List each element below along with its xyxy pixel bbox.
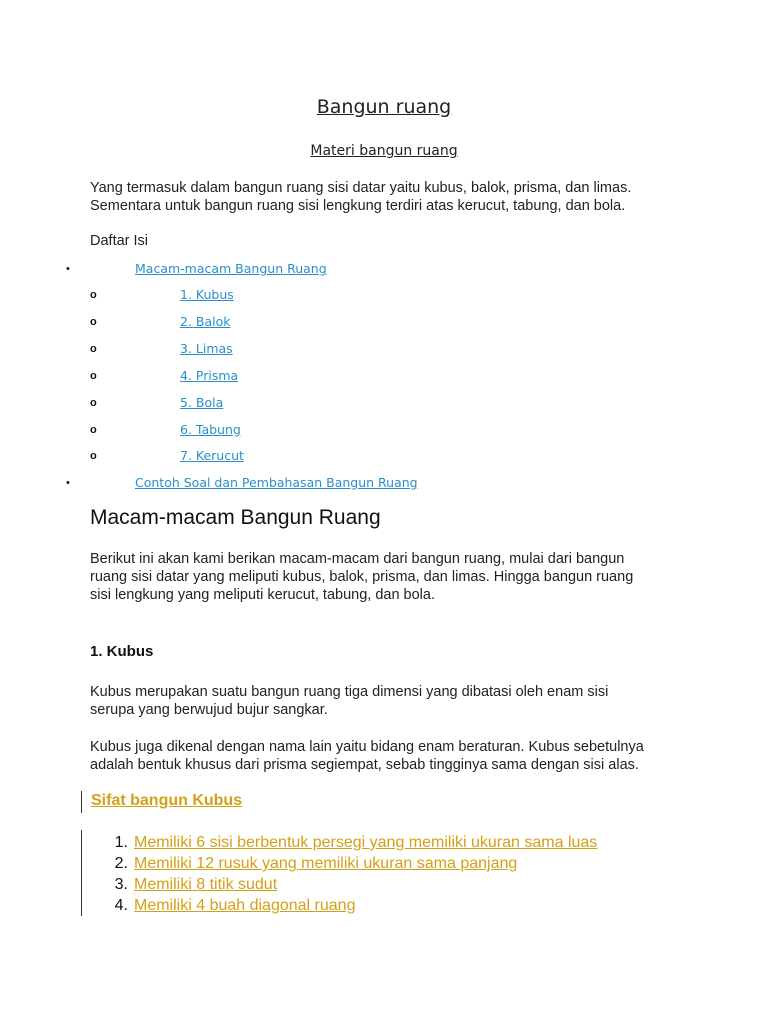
toc-link-kerucut[interactable]: 7. Kerucut	[180, 448, 244, 463]
paragraph-line: ruang sisi datar yang meliputi kubus, balok, prisma, dan limas. Hingga bangun ruang	[90, 569, 634, 585]
circle-bullet-icon: o	[90, 370, 97, 382]
sifat-item-link[interactable]: Memiliki 8 titik sudut	[134, 876, 278, 893]
toc-link-kubus[interactable]: 1. Kubus	[180, 287, 234, 302]
intro-line: Sementara untuk bangun ruang sisi lengkung terdiri atas kerucut, tabung, dan bola.	[90, 198, 626, 214]
toc-link-contoh-soal[interactable]: Contoh Soal dan Pembahasan Bangun Ruang	[135, 475, 418, 490]
sifat-item-link[interactable]: Memiliki 6 sisi berbentuk persegi yang memiliki ukuran sama luas	[134, 834, 598, 851]
toc-link-bola[interactable]: 5. Bola	[180, 395, 224, 410]
intro-paragraph	[90, 179, 631, 215]
circle-bullet-icon: o	[90, 450, 97, 462]
list-number: 1.	[114, 834, 128, 851]
bullet-icon: •	[66, 263, 70, 275]
paragraph-line: Kubus merupakan suatu bangun ruang tiga dimensi yang dibatasi oleh enam sisi	[90, 684, 609, 700]
list-item	[108, 832, 597, 853]
paragraph-line: adalah bentuk khusus dari prisma segiempat, sebab tingginya sama dengan sisi alas.	[90, 757, 639, 773]
kubus-heading: 1. Kubus	[90, 643, 154, 660]
page-title: Bangun ruang	[316, 96, 452, 118]
toc-link-prisma[interactable]: 4. Prisma	[180, 368, 239, 383]
list-item	[108, 874, 597, 895]
paragraph-line: Berikut ini akan kami berikan macam-macam dari bangun ruang, mulai dari bangun	[90, 551, 625, 567]
page-subtitle: Materi bangun ruang	[310, 143, 458, 159]
paragraph-line: Kubus juga dikenal dengan nama lain yaitu bidang enam beraturan. Kubus sebetulnya	[90, 739, 644, 755]
list-number: 4.	[114, 897, 128, 914]
paragraph-line: sisi lengkung yang meliputi kerucut, tabung, dan bola.	[90, 587, 435, 603]
circle-bullet-icon: o	[90, 424, 97, 436]
toc-link-balok[interactable]: 2. Balok	[180, 314, 231, 329]
sifat-item-link[interactable]: Memiliki 12 rusuk yang memiliki ukuran sama panjang	[134, 855, 518, 872]
kubus-paragraph-1	[90, 683, 608, 719]
section-paragraph	[90, 550, 633, 604]
toc-label: Daftar Isi	[90, 233, 149, 249]
list-item	[108, 853, 597, 874]
circle-bullet-icon: o	[90, 343, 97, 355]
circle-bullet-icon: o	[90, 397, 97, 409]
quote-bar	[81, 830, 82, 916]
paragraph-line: serupa yang berwujud bujur sangkar.	[90, 702, 328, 718]
toc-link-limas[interactable]: 3. Limas	[180, 341, 233, 356]
sifat-list	[108, 832, 597, 916]
circle-bullet-icon: o	[90, 316, 97, 328]
list-item	[108, 895, 597, 916]
quote-bar	[81, 791, 82, 813]
sifat-title-link[interactable]: Sifat bangun Kubus	[91, 792, 243, 809]
sifat-item-link[interactable]: Memiliki 4 buah diagonal ruang	[134, 897, 356, 914]
kubus-paragraph-2	[90, 738, 644, 774]
list-number: 3.	[114, 876, 128, 893]
intro-line: Yang termasuk dalam bangun ruang sisi datar yaitu kubus, balok, prisma, dan limas.	[90, 180, 632, 196]
circle-bullet-icon: o	[90, 289, 97, 301]
list-number: 2.	[114, 855, 128, 872]
toc-link-macam-macam[interactable]: Macam-macam Bangun Ruang	[135, 261, 327, 276]
bullet-icon: •	[66, 477, 70, 489]
toc-link-tabung[interactable]: 6. Tabung	[180, 422, 241, 437]
section-heading: Macam-macam Bangun Ruang	[90, 506, 381, 529]
